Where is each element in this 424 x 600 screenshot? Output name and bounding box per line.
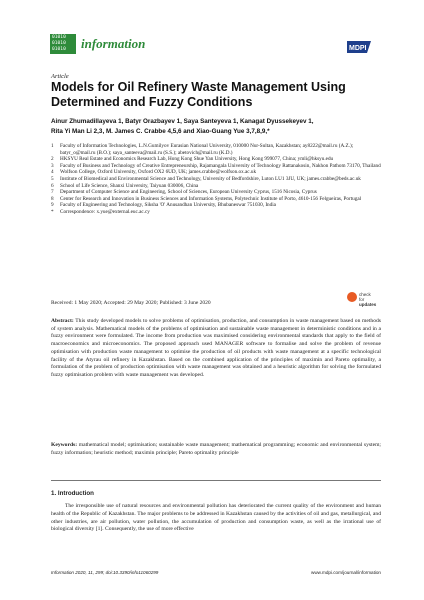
journal-name: information [81, 36, 146, 51]
authors-line-1: Ainur Zhumadillayeva 1, Batyr Orazbayev 1, Saya Santeyeva 1, Kanagat Dyussekeyev 1, [51, 118, 314, 125]
affiliation-item: 5 Institute of Biomedical and Environmental Science and Technology, University of Bedfordshire, Luton LU1 3JU, UK; james.crabbe@beds.ac.uk [51, 175, 361, 182]
journal-header [50, 34, 145, 54]
affiliation-item: 9 Faculty of Engineering and Technology, Siksha 'O' Anusandhan University, Bhubaneswar 751030, India [51, 202, 276, 209]
affiliation-item: 7 Department of Computer Science and Engineering, School of Sciences, European University Cyprus, 1516 Nicosia, Cyprus [51, 189, 317, 196]
affiliation-item: 8 Center for Research and Innovation in Business Sciences and Information Systems, Polytechnic Institute of Porto, 4610-156 Felgueiras, Portugal [51, 195, 362, 202]
affiliation-item: 3 Faculty of Business and Technology of Creative Entrepreneurship, Rajamangala University of Technology Rattanakosin, Nakhon Pathom 73170, Thailand [51, 162, 381, 169]
section-heading: 1. Introduction [51, 490, 94, 497]
article-type: Article [51, 73, 69, 80]
abstract-text: This study developed models to solve problems of optimisation, production, and consumption in waste management based on methods of system analysis. Mathematical models of the problems of optimisation and sustainable waste management in deterministic conditions and in a fuzzy environment were formulated. The income from production was maximised considering environmental standards that apply to the field of macroeconomics and microeconomics. The proposed approach used MANAGER software to formalise and solve the problem of revenue optimisation with production waste management to optimise the production of oil products with waste management at a specific technological facility of the Atyrau oil refinery in Kazakhstan. Based on the combined application of the principles of maximin and Pareto optimality, a formulation of the problem of production optimisation with waste management was obtained and a heuristic algorithm for solving the formulated fuzzy optimisation problem with waste management was developed. [51, 318, 381, 378]
affiliation-item: 2 HKSYU Real Estate and Economics Research Lab, Hong Kong Shue Yan University, Hong Kong 999077, China; ymli@hksyu.edu [51, 156, 334, 163]
footer-citation: Information 2020, 11, 299; doi:10.3390/info11060299 [51, 570, 159, 575]
mdpi-logo-icon [345, 40, 373, 54]
check-updates-icon [347, 292, 357, 302]
footer-url[interactable]: www.mdpi.com/journal/information [311, 570, 381, 575]
affiliation-item: 1 Faculty of Information Technologies, L.N.Gumilyov Eurasian National University, 010000 Nur-Sultan, Kazakhstan; ay8222@mail.ru (A.Z.); batyr_o@mail.ru (B.O.); saya_santeeva@mail.ru (S.S.); abetovich@mail.ru (K.D.) [51, 143, 354, 156]
abstract-label: Abstract: [51, 318, 74, 324]
affiliation-item: 4 Wolfson College, Oxford University, Oxford OX2 6UD, UK; james.crabbe@wolfson.ox.ac.uk [51, 169, 257, 176]
page-footer [51, 570, 381, 575]
keywords-label: Keywords: [51, 442, 78, 448]
check-for-updates-badge[interactable]: check for updates [347, 292, 375, 306]
keywords-text: mathematical model; optimisation; sustainable waste management; mathematical programming; economic and environmental system; fuzzy information; heuristic method; maximin principle; Pareto optimality principle [51, 442, 381, 456]
journal-logo-icon: 01010 01010 01010 [50, 34, 76, 54]
correspondence: * Correspondence: x.yue@external.euc.ac.cy [51, 208, 150, 215]
affiliations [51, 143, 381, 216]
affiliation-item: 6 School of Life Science, Shanxi University, Taiyuan 030006, China [51, 182, 199, 189]
keywords [51, 442, 381, 457]
publisher-name: MDPI [349, 45, 367, 52]
abstract [51, 318, 381, 380]
paper-title: Models for Oil Refinery Waste Management Using Determined and Fuzzy Conditions [51, 80, 346, 109]
publication-dates: Received: 1 May 2020; Accepted: 29 May 2020; Published: 3 June 2020 [51, 300, 211, 306]
authors-line-2: Rita Yi Man Li 2,3, M. James C. Crabbe 4,5,6 and Xiao-Guang Yue 3,7,8,9,* [51, 128, 270, 135]
section-divider [51, 480, 381, 481]
introduction-paragraph: The irresponsible use of natural resources and environmental pollution has deteriorated the current quality of the environment and human health of the Republic of Kazakhstan. The major problems to be addressed in Kazakhstan caused by the activities of oil and gas, metallurgical, and other industries, are air pollution, water pollution, the accumulation of production and consumption waste, as well as the irrational use of biological diversity [1]. Consequently, the use of more effective [51, 503, 381, 533]
author-list [51, 117, 381, 137]
